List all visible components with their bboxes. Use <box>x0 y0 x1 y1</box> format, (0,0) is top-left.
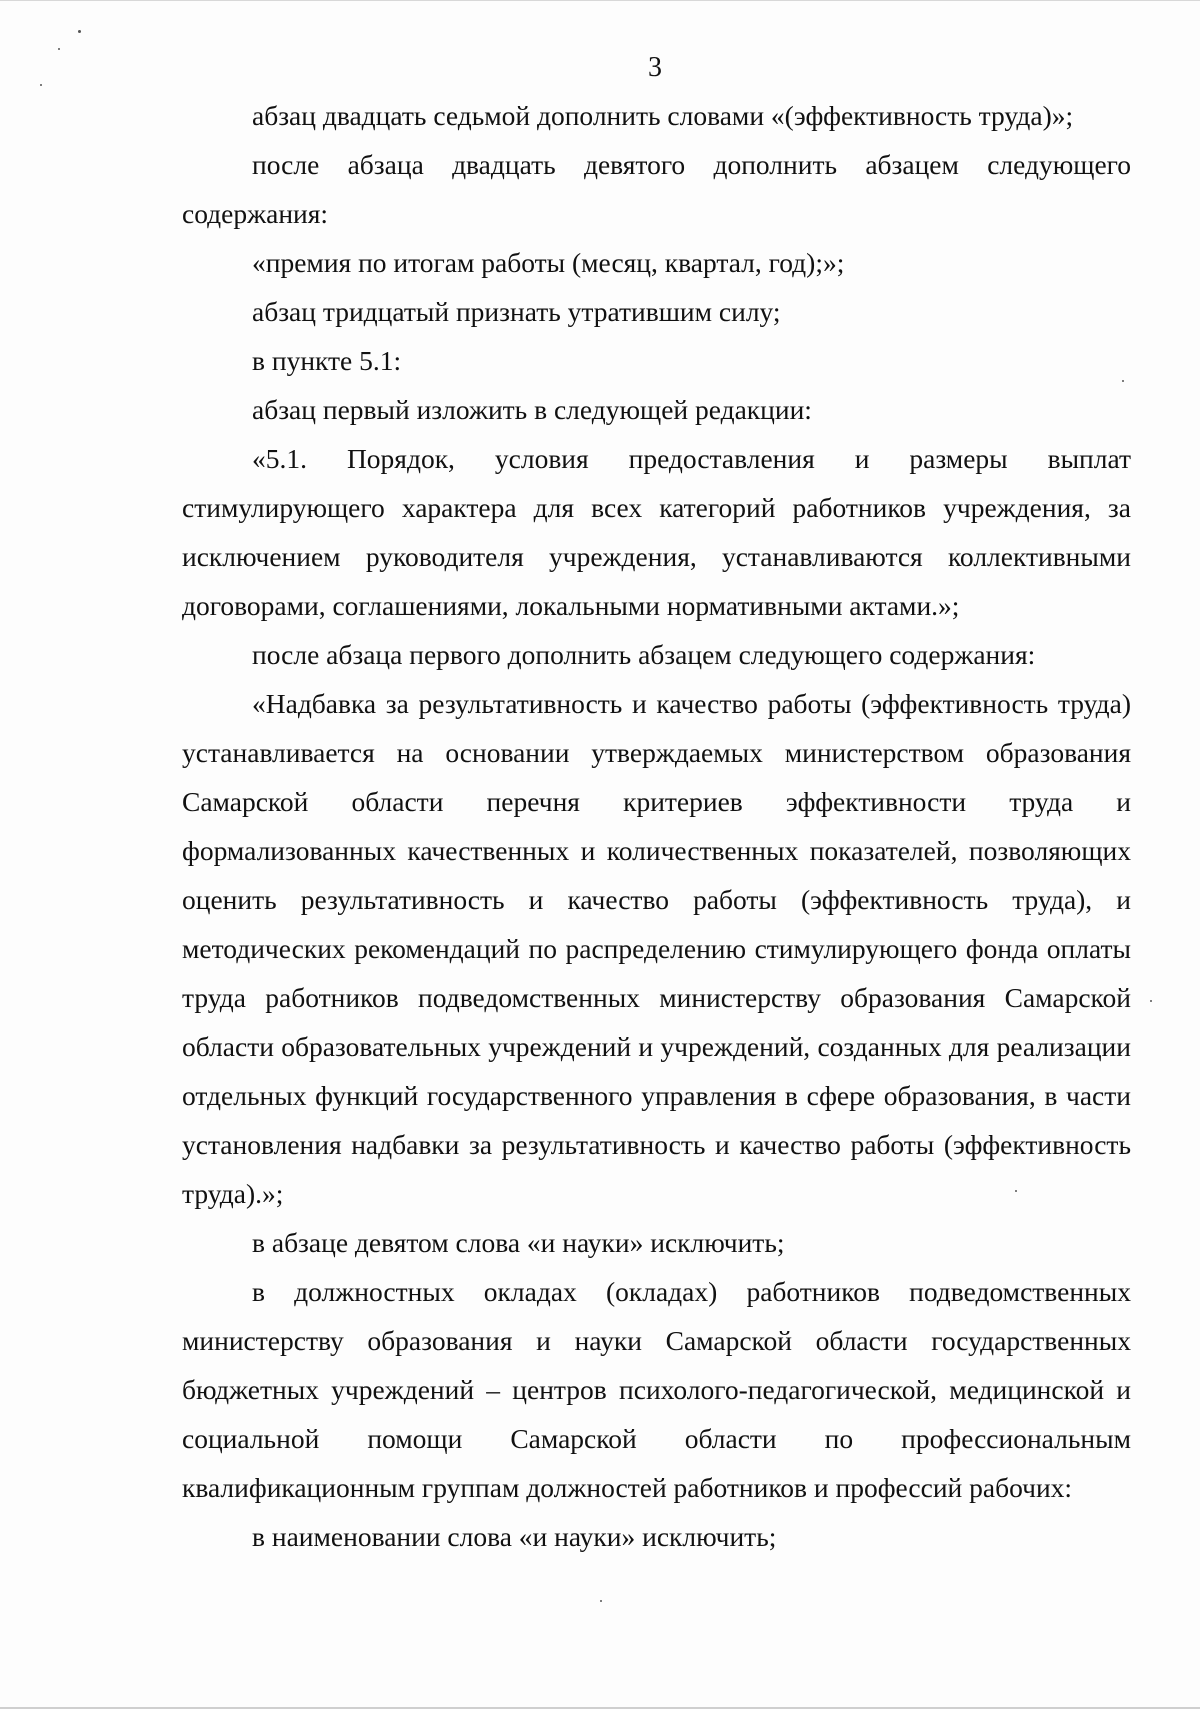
paragraph-6: абзац первый изложить в следующей редакции: <box>252 394 812 425</box>
scan-speck <box>58 48 60 50</box>
paragraph-5: в пункте 5.1: <box>252 345 402 376</box>
scan-edge-top <box>0 0 1200 1</box>
paragraph-8: после абзаца первого дополнить абзацем следующего содержания: <box>252 639 1036 670</box>
paragraph-3: «премия по итогам работы (месяц, квартал, год);»; <box>252 247 845 278</box>
scan-speck <box>1122 380 1124 382</box>
paragraph-11: в должностных окладах (окладах) работников подведомственных министерству образования и науки Самарской области государственных бюджетных учреждений – центров психолого-педагогической, медицинской и социальной помощи Самарской области по профессиональным квалификационным группам должностей работников и профессий рабочих: <box>182 1276 1131 1503</box>
paragraph-7: «5.1. Порядок, условия предоставления и размеры выплат стимулирующего характера для всех категорий работников учреждения, за исключением руководителя учреждения, устанавливаются коллективными договорами, соглашениями, локальными нормативными актами.»; <box>182 443 1131 621</box>
paragraph-2: после абзаца двадцать девятого дополнить абзацем следующего содержания: <box>182 149 1131 229</box>
paragraph-4: абзац тридцатый признать утратившим силу; <box>252 296 781 327</box>
paragraph-12: в наименовании слова «и науки» исключить; <box>252 1521 777 1552</box>
scan-speck <box>600 1600 602 1602</box>
paragraph-9: «Надбавка за результативность и качество работы (эффективность труда) устанавливается на основании утверждаемых министерством образования Самарской области перечня критериев эффективности труда и формализованных качественных и количественных показателей, позволяющих оценить результативность и качество работы (эффективность труда), и методических рекомендаций по распределению стимулирующего фонда оплаты труда работников подведомственных министерству образования Самарской области образовательных учреждений и учреждений, созданных для реализации отдельных функций государственного управления в сфере образования, в части установления надбавки за результативность и качество работы (эффективность труда).»; <box>182 688 1131 1209</box>
scan-speck <box>1015 1190 1017 1192</box>
paragraph-1: абзац двадцать седьмой дополнить словами «(эффективность труда)»; <box>252 100 1074 131</box>
scan-speck <box>1150 1000 1152 1002</box>
page-number: 3 <box>648 52 662 83</box>
document-body <box>182 91 1131 1561</box>
scan-speck <box>78 30 81 33</box>
scan-speck <box>40 84 42 86</box>
paragraph-10: в абзаце девятом слова «и науки» исключить; <box>252 1227 785 1258</box>
